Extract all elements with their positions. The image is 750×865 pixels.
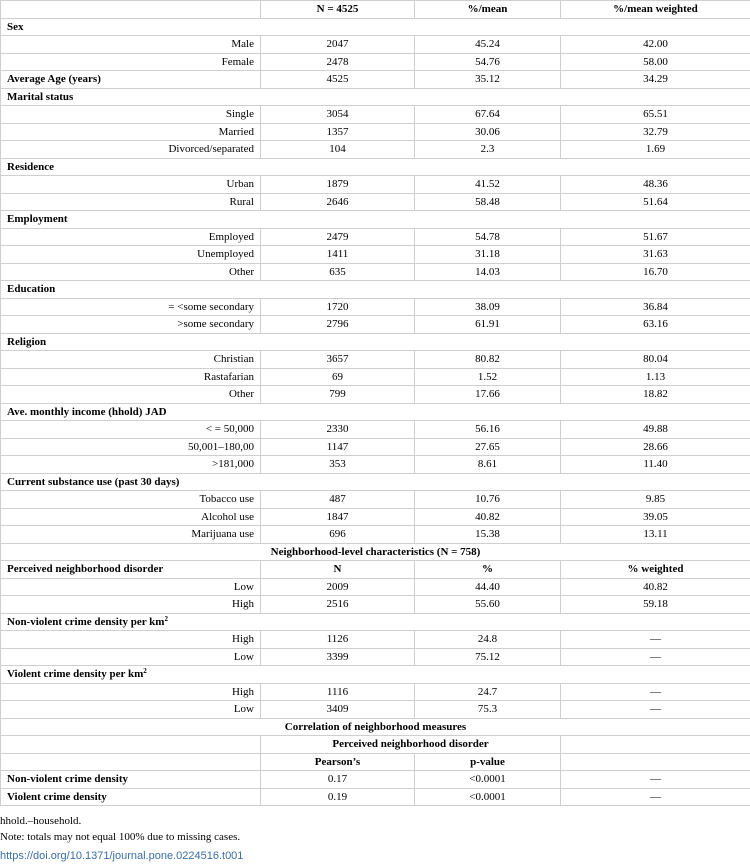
- row-label: >181,000: [1, 456, 261, 474]
- cell-n: 1847: [261, 508, 415, 526]
- cell-pct: 44.40: [415, 578, 561, 596]
- correlation-heading: Correlation of neighborhood measures: [1, 718, 750, 736]
- cell-pct: 30.06: [415, 123, 561, 141]
- table-row: [1, 508, 750, 526]
- cell-n: 3409: [261, 701, 415, 719]
- section-header-row: [1, 543, 750, 561]
- subheader-pct: %: [415, 561, 561, 579]
- cell-n: 1720: [261, 298, 415, 316]
- table-row: [1, 351, 750, 369]
- table-row: [1, 456, 750, 474]
- table-row: [1, 176, 750, 194]
- cell-pct: 54.76: [415, 53, 561, 71]
- cell-weighted: 18.82: [561, 386, 750, 404]
- nonviolent-title-text: Non-violent crime density per km: [7, 615, 165, 628]
- cell-n: 69: [261, 368, 415, 386]
- table-row: [1, 36, 750, 54]
- cell-n: 799: [261, 386, 415, 404]
- cell-weighted: 40.82: [561, 578, 750, 596]
- cell-weighted: —: [561, 683, 750, 701]
- cell-weighted: 1.13: [561, 368, 750, 386]
- cell-n: 2047: [261, 36, 415, 54]
- note-abbreviation: hhold.–household.: [0, 815, 82, 827]
- section-header-row: [1, 333, 750, 351]
- cell-weighted: 32.79: [561, 123, 750, 141]
- cell-weighted: —: [561, 788, 750, 806]
- section-title-residence: Residence: [1, 158, 750, 176]
- cell-weighted: 31.63: [561, 246, 750, 264]
- table-row: [1, 771, 750, 789]
- table-row: [1, 246, 750, 264]
- cell-n: 3054: [261, 106, 415, 124]
- cell-weighted: 63.16: [561, 316, 750, 334]
- doi-link[interactable]: https://doi.org/10.1371/journal.pone.0224516.t001: [0, 850, 244, 862]
- cell-weighted: 13.11: [561, 526, 750, 544]
- cell-pct: 24.7: [415, 683, 561, 701]
- table-row: [1, 596, 750, 614]
- cell-weighted: 28.66: [561, 438, 750, 456]
- violent-title-text: Violent crime density per km: [7, 668, 144, 681]
- row-label: Rastafarian: [1, 368, 261, 386]
- correlation-subheading: Perceived neighborhood disorder: [261, 736, 561, 754]
- section-title-education: Education: [1, 281, 750, 299]
- row-label: Male: [1, 36, 261, 54]
- cell-weighted: 34.29: [561, 71, 750, 89]
- subheader-row: [1, 561, 750, 579]
- cell-weighted: 80.04: [561, 351, 750, 369]
- row-label: Employed: [1, 228, 261, 246]
- cell-n: 1411: [261, 246, 415, 264]
- table-row: [1, 71, 750, 89]
- cell-pct: 31.18: [415, 246, 561, 264]
- cell-pct: 54.78: [415, 228, 561, 246]
- cell-n: 1126: [261, 631, 415, 649]
- row-label: Rural: [1, 193, 261, 211]
- cell-weighted: 59.18: [561, 596, 750, 614]
- table-row: [1, 228, 750, 246]
- cell-n: 4525: [261, 71, 415, 89]
- row-label: Divorced/separated: [1, 141, 261, 159]
- blank-cell: [1, 753, 261, 771]
- cell-n: 1357: [261, 123, 415, 141]
- blank-cell: [561, 736, 750, 754]
- cell-n: 3399: [261, 648, 415, 666]
- row-label: High: [1, 631, 261, 649]
- cell-weighted: 65.51: [561, 106, 750, 124]
- cell-pct: 15.38: [415, 526, 561, 544]
- table-row: [1, 578, 750, 596]
- row-label: Single: [1, 106, 261, 124]
- cell-n: 635: [261, 263, 415, 281]
- cell-pct: 45.24: [415, 36, 561, 54]
- cell-pct: 10.76: [415, 491, 561, 509]
- subheader-n: N: [261, 561, 415, 579]
- cell-pct: 80.82: [415, 351, 561, 369]
- row-label: Christian: [1, 351, 261, 369]
- cell-n: 1116: [261, 683, 415, 701]
- row-label: High: [1, 596, 261, 614]
- cell-weighted: 51.64: [561, 193, 750, 211]
- blank-cell: [561, 753, 750, 771]
- header-n: N = 4525: [261, 1, 415, 19]
- cell-n: 2009: [261, 578, 415, 596]
- cell-n: 2478: [261, 53, 415, 71]
- cell-weighted: 1.69: [561, 141, 750, 159]
- cell-pct: 40.82: [415, 508, 561, 526]
- cell-n: 2516: [261, 596, 415, 614]
- table-notes: [0, 813, 750, 845]
- cell-n: 2646: [261, 193, 415, 211]
- table-row: [1, 386, 750, 404]
- table-row: [1, 316, 750, 334]
- row-label: Low: [1, 648, 261, 666]
- row-label: Unemployed: [1, 246, 261, 264]
- table-row: [1, 106, 750, 124]
- subheader-row: [1, 736, 750, 754]
- cell-pct: 56.16: [415, 421, 561, 439]
- table-row: [1, 53, 750, 71]
- section-title-religion: Religion: [1, 333, 750, 351]
- cell-weighted: —: [561, 771, 750, 789]
- header-pct: %/mean: [415, 1, 561, 19]
- cell-pct: 61.91: [415, 316, 561, 334]
- cell-weighted: 42.00: [561, 36, 750, 54]
- table-row: [1, 526, 750, 544]
- section-header-row: [1, 403, 750, 421]
- blank-cell: [1, 736, 261, 754]
- cell-pct: 35.12: [415, 71, 561, 89]
- cell-n: 1879: [261, 176, 415, 194]
- row-label: High: [1, 683, 261, 701]
- row-label: Married: [1, 123, 261, 141]
- table-row: [1, 368, 750, 386]
- cell-n: 696: [261, 526, 415, 544]
- cell-n: 2796: [261, 316, 415, 334]
- cell-pct: 58.48: [415, 193, 561, 211]
- section-title-nonviolent: [1, 613, 750, 631]
- table-row: [1, 193, 750, 211]
- cell-pct: 1.52: [415, 368, 561, 386]
- cell-weighted: 49.88: [561, 421, 750, 439]
- cell-weighted: 11.40: [561, 456, 750, 474]
- neighborhood-heading: Neighborhood-level characteristics (N = 758): [1, 543, 750, 561]
- cell-pearson: 0.17: [261, 771, 415, 789]
- row-label: Other: [1, 263, 261, 281]
- row-label: >some secondary: [1, 316, 261, 334]
- cell-pct: 24.8: [415, 631, 561, 649]
- table-row: [1, 421, 750, 439]
- section-header-row: [1, 88, 750, 106]
- section-title-sex: Sex: [1, 18, 750, 36]
- subheader-row: [1, 753, 750, 771]
- row-label: Tobacco use: [1, 491, 261, 509]
- section-title-disorder: Perceived neighborhood disorder: [1, 561, 261, 579]
- cell-pct: 8.61: [415, 456, 561, 474]
- section-title-substance: Current substance use (past 30 days): [1, 473, 750, 491]
- section-title-violent: [1, 666, 750, 684]
- row-label: Urban: [1, 176, 261, 194]
- row-label-age: Average Age (years): [1, 71, 261, 89]
- table-row: [1, 438, 750, 456]
- section-title-marital: Marital status: [1, 88, 750, 106]
- cell-pct: 55.60: [415, 596, 561, 614]
- row-label: < = 50,000: [1, 421, 261, 439]
- section-header-row: [1, 718, 750, 736]
- table-row: [1, 298, 750, 316]
- section-header-row: [1, 211, 750, 229]
- cell-pct: 75.12: [415, 648, 561, 666]
- row-label: Low: [1, 578, 261, 596]
- header-pvalue: p-value: [415, 753, 561, 771]
- section-header-row: [1, 473, 750, 491]
- table-row: [1, 141, 750, 159]
- cell-pct: 2.3: [415, 141, 561, 159]
- cell-weighted: —: [561, 701, 750, 719]
- row-label: Alcohol use: [1, 508, 261, 526]
- cell-pct: 75.3: [415, 701, 561, 719]
- row-label: Violent crime density: [1, 788, 261, 806]
- cell-weighted: 36.84: [561, 298, 750, 316]
- section-header-row: [1, 613, 750, 631]
- nonviolent-title-sup: 2: [164, 614, 168, 623]
- cell-weighted: —: [561, 631, 750, 649]
- cell-pct: 14.03: [415, 263, 561, 281]
- table-row: [1, 491, 750, 509]
- row-label: Non-violent crime density: [1, 771, 261, 789]
- cell-pct: 38.09: [415, 298, 561, 316]
- cell-weighted: 9.85: [561, 491, 750, 509]
- section-title-employment: Employment: [1, 211, 750, 229]
- section-header-row: [1, 158, 750, 176]
- cell-weighted: 58.00: [561, 53, 750, 71]
- cell-n: 3657: [261, 351, 415, 369]
- table-row: [1, 701, 750, 719]
- section-title-income: Ave. monthly income (hhold) JAD: [1, 403, 750, 421]
- cell-n: 2479: [261, 228, 415, 246]
- cell-pct: 17.66: [415, 386, 561, 404]
- section-header-row: [1, 18, 750, 36]
- table-row: [1, 788, 750, 806]
- table-row: [1, 123, 750, 141]
- row-label: = <some secondary: [1, 298, 261, 316]
- cell-n: 487: [261, 491, 415, 509]
- section-header-row: [1, 666, 750, 684]
- table-row: [1, 683, 750, 701]
- cell-n: 2330: [261, 421, 415, 439]
- table-row: [1, 648, 750, 666]
- cell-pct: 67.64: [415, 106, 561, 124]
- cell-pvalue: <0.0001: [415, 771, 561, 789]
- table-row: [1, 631, 750, 649]
- header-pearson: Pearson’s: [261, 753, 415, 771]
- note-totals: Note: totals may not equal 100% due to missing cases.: [0, 831, 241, 843]
- subheader-weighted: % weighted: [561, 561, 750, 579]
- row-label: Low: [1, 701, 261, 719]
- cell-pct: 41.52: [415, 176, 561, 194]
- cell-weighted: —: [561, 648, 750, 666]
- cell-n: 104: [261, 141, 415, 159]
- row-label: Marijuana use: [1, 526, 261, 544]
- header-cell-blank: [1, 1, 261, 19]
- row-label: Other: [1, 386, 261, 404]
- row-label: 50,001–180,00: [1, 438, 261, 456]
- cell-weighted: 39.05: [561, 508, 750, 526]
- cell-weighted: 48.36: [561, 176, 750, 194]
- cell-pvalue: <0.0001: [415, 788, 561, 806]
- cell-weighted: 51.67: [561, 228, 750, 246]
- header-row: [1, 1, 750, 19]
- cell-pearson: 0.19: [261, 788, 415, 806]
- cell-weighted: 16.70: [561, 263, 750, 281]
- cell-n: 1147: [261, 438, 415, 456]
- cell-n: 353: [261, 456, 415, 474]
- row-label: Female: [1, 53, 261, 71]
- violent-title-sup: 2: [143, 667, 147, 676]
- cell-pct: 27.65: [415, 438, 561, 456]
- header-weighted: %/mean weighted: [561, 1, 750, 19]
- table-row: [1, 263, 750, 281]
- section-header-row: [1, 281, 750, 299]
